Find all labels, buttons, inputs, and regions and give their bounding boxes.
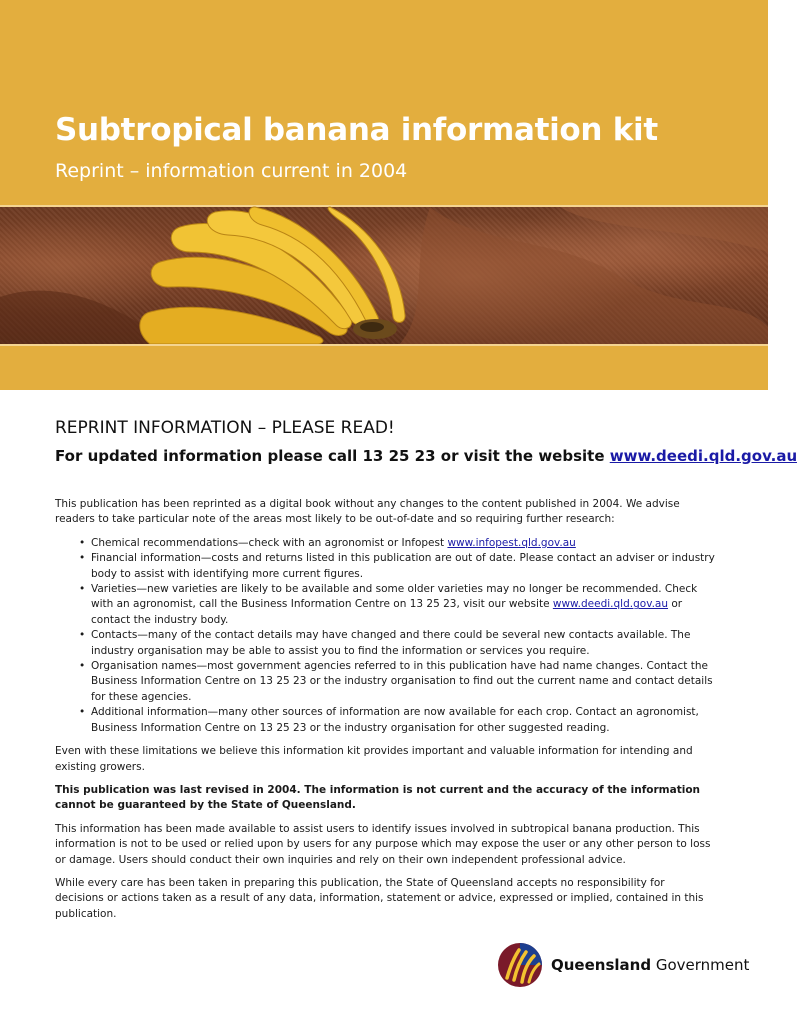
list-item-text: Financial information—costs and returns listed in this publication are out of date. Please contact an adviser or industry body to assist with identifying more current figures. [91,552,715,580]
update-text: For updated information please call 13 25 23 or visit the website [55,447,610,465]
list-item [91,705,715,736]
logo-wordmark [551,956,749,974]
page-title: Subtropical banana information kit [55,112,658,148]
list-item-text-tail: or contact the industry body. [91,598,683,626]
warning-paragraph: This publication was last revised in 2004. The information is not current and the accuracy of the information cannot be guaranteed by the State of Queensland. [55,783,701,812]
disclaimer-paragraph: While every care has been taken in preparing this publication, the State of Queensland accepts no responsibility for decisions or actions taken as a result of any data, information, statement or advice, expressed or implied, contained in this publication. [55,876,704,920]
list-item [91,582,715,628]
photo-divider-bottom [0,344,768,346]
deedi-website-link[interactable]: www.deedi.qld.gov.au [609,447,797,465]
list-item [91,659,715,705]
logo-word-queensland: Queensland [551,956,652,974]
list-item [91,551,715,582]
update-notice [55,447,797,465]
banana-photo [0,207,768,344]
queensland-government-logo [497,940,757,990]
logo-word-government: Government [655,956,750,974]
page-subtitle: Reprint – information current in 2004 [55,160,408,182]
outdated-areas-list [55,536,715,736]
purpose-paragraph: This information has been made available to assist users to identify issues involved in subtropical banana production. This information is not to be used or relied upon by users for any purpose which may expose the user or any other person to loss or damage. Users should conduct their own inquiries and rely on their own independent professional advice. [55,822,711,866]
limitations-paragraph: Even with these limitations we believe this information kit provides important and valuable information for intending and existing growers. [55,745,693,773]
deedi-website-link[interactable]: www.deedi.qld.gov.au [552,598,669,611]
list-item [91,628,715,659]
reprint-body [55,497,715,930]
queensland-crest-icon [497,942,543,988]
intro-paragraph: This publication has been reprinted as a digital book without any changes to the content published in 2004. We advise readers to take particular note of the areas most likely to be out-of-date and so requiring further research: [55,498,680,526]
infopest-link[interactable]: www.infopest.qld.gov.au [447,536,576,549]
list-item-text: Contacts—many of the contact details may have changed and there could be several new contacts available. The industry organisation may be able to assist you to find the information or services you require. [91,629,691,657]
banana-bunch-illustration [0,207,768,344]
reprint-heading: REPRINT INFORMATION – PLEASE READ! [55,418,395,438]
list-item [91,536,715,551]
list-item-text: Organisation names—most government agencies referred to in this publication have had name changes. Contact the Business Information Centre on 13 25 23 or the industry organisation to find out the current name and contact details for these agencies. [91,660,713,703]
list-item-text: Additional information—many other sources of information are now available for each crop. Contact an agronomist, Business Information Centre on 13 25 23 or the industry organisation for other suggested reading. [91,706,699,734]
list-item-text: Chemical recommendations—check with an agronomist or Infopest [91,536,448,549]
list-item-text: Varieties—new varieties are likely to be available and some older varieties may no longer be recommended. Check with an agronomist, call the Business Information Centre on 13 25 23, visit our website [91,583,698,611]
